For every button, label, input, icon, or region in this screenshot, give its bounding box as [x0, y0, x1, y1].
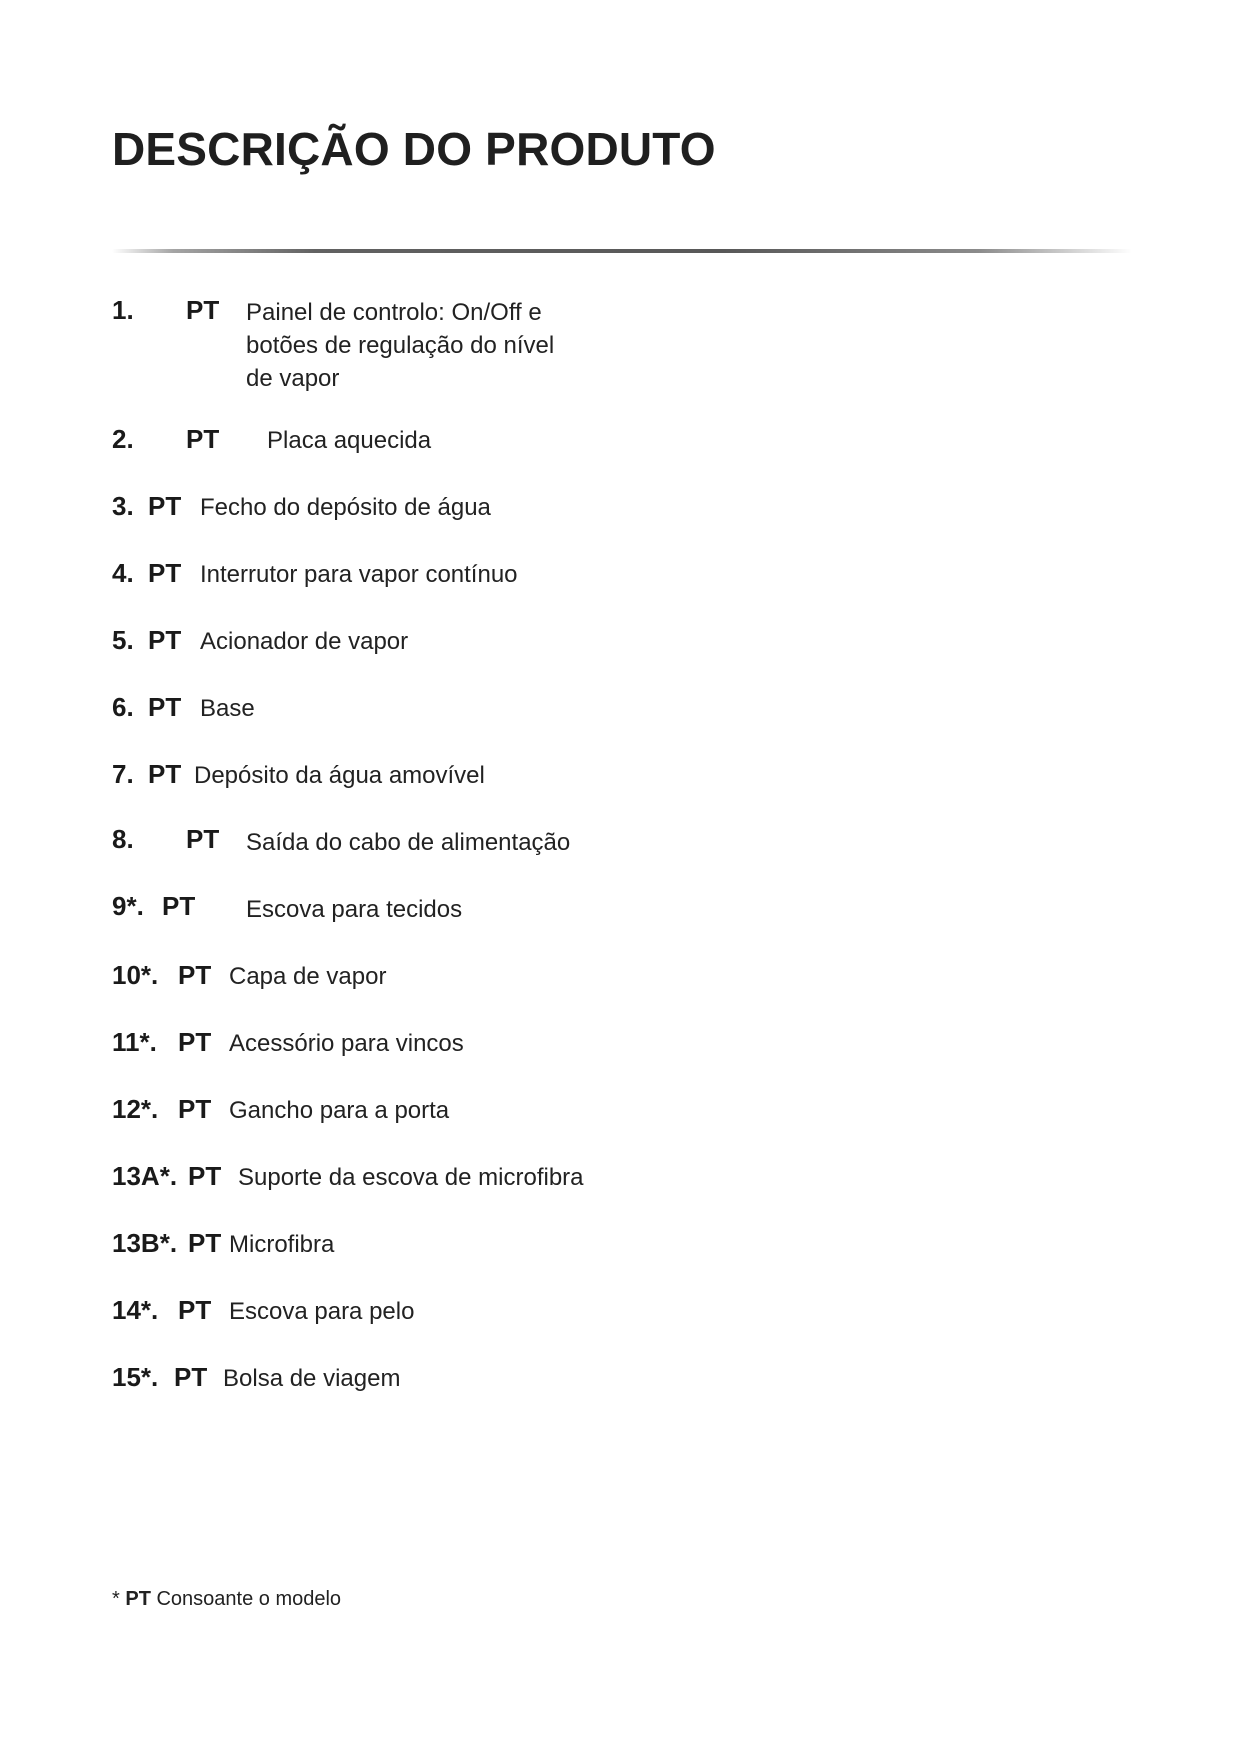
- item-description: Gancho para a porta: [229, 1097, 450, 1124]
- item-number: 13A*.: [112, 1161, 178, 1191]
- item-number: 10*.: [112, 960, 159, 990]
- item-description: Escova para pelo: [229, 1298, 415, 1325]
- item-number: 2.: [112, 424, 134, 454]
- footnote-text: Consoante o modelo: [156, 1588, 342, 1610]
- item-number: 14*.: [112, 1295, 159, 1325]
- item-lang: PT: [178, 1027, 212, 1057]
- item-description: Microfibra: [229, 1231, 335, 1258]
- item-lang: PT: [162, 891, 196, 921]
- item-lang: PT: [186, 824, 220, 854]
- item-lang: PT: [188, 1228, 222, 1258]
- item-description: Capa de vapor: [229, 963, 387, 990]
- footnote-marker: *: [112, 1588, 120, 1610]
- page-title: DESCRIÇÃO DO PRODUTO: [112, 123, 716, 175]
- item-lang: PT: [178, 1295, 212, 1325]
- item-lang: PT: [148, 558, 182, 588]
- item-lang: PT: [186, 295, 220, 325]
- item-lang: PT: [188, 1161, 222, 1191]
- item-number: 5.: [112, 625, 134, 655]
- item-number: 8.: [112, 824, 134, 854]
- item-description: Saída do cabo de alimentação: [246, 829, 571, 856]
- item-number: 13B*.: [112, 1228, 178, 1258]
- item-description: Acionador de vapor: [200, 628, 409, 655]
- footnote: [112, 1588, 341, 1611]
- item-description: Suporte da escova de microfibra: [238, 1164, 584, 1191]
- item-lang: PT: [148, 759, 182, 789]
- item-lang: PT: [174, 1362, 208, 1392]
- item-lang: PT: [148, 491, 182, 521]
- item-description: Placa aquecida: [267, 427, 432, 454]
- item-description: Depósito da água amovível: [194, 762, 485, 789]
- item-number: 4.: [112, 558, 134, 588]
- item-number: 12*.: [112, 1094, 159, 1124]
- item-lang: PT: [186, 424, 220, 454]
- item-description: Acessório para vincos: [229, 1030, 464, 1057]
- item-description: Fecho do depósito de água: [200, 494, 491, 521]
- title-divider: [112, 249, 1132, 253]
- item-lang: PT: [178, 960, 212, 990]
- item-number: 3.: [112, 491, 134, 521]
- item-number: 7.: [112, 759, 134, 789]
- footnote-lang: PT: [125, 1588, 151, 1610]
- item-lang: PT: [178, 1094, 212, 1124]
- item-lang: PT: [148, 625, 182, 655]
- item-lang: PT: [148, 692, 182, 722]
- item-number: 1.: [112, 295, 134, 325]
- item-description: Painel de controlo: On/Off e botões de regulação do nível de vapor: [246, 299, 555, 392]
- item-number: 15*.: [112, 1362, 159, 1392]
- item-description: Base: [200, 695, 255, 722]
- item-description: Bolsa de viagem: [223, 1365, 401, 1392]
- item-number: 6.: [112, 692, 134, 722]
- item-description: Interrutor para vapor contínuo: [200, 561, 518, 588]
- item-description: Escova para tecidos: [246, 896, 463, 923]
- item-number: 9*.: [112, 891, 144, 921]
- item-number: 11*.: [112, 1027, 157, 1057]
